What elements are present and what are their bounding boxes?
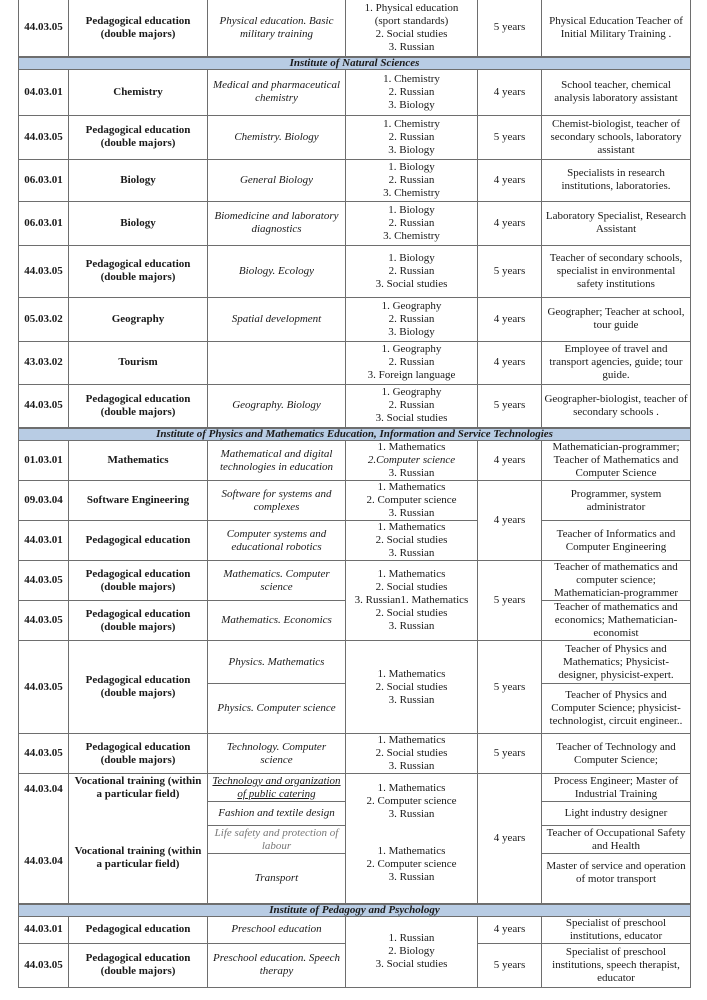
table-row [19, 774, 691, 802]
exam-item: 3. Russian [388, 507, 435, 519]
career-options: Teacher of Occupational Safety and Health [542, 826, 691, 854]
career-options: Teacher of mathematics and computer science; Mathematician-programmer [542, 561, 691, 601]
exam-item: 2. Russian [388, 173, 435, 186]
program-profile: Chemistry. Biology [208, 115, 346, 159]
career-options: Teacher of Technology and Computer Science; [542, 734, 691, 774]
program-name: Pedagogical education [69, 916, 208, 943]
entrance-exams [346, 641, 478, 734]
exam-item: 1. Mathematics [377, 481, 446, 493]
exam-item: 1. Mathematics [377, 734, 446, 746]
exam-item: 1. Geography [381, 299, 442, 312]
institute-title: Institute of Natural Sciences [19, 57, 691, 70]
table-row [19, 341, 691, 384]
entrance-exams [346, 159, 478, 201]
exam-item: 3. Russian [388, 547, 435, 559]
table-row [19, 297, 691, 341]
career-options: Master of service and operation of motor transport [542, 854, 691, 904]
program-profile: Technology and organization of public catering [208, 774, 346, 802]
entrance-exams [346, 69, 478, 115]
exam-item: 2. Social studies [375, 534, 448, 546]
program-profile: Life safety and protection of labour [208, 826, 346, 854]
exam-item: 2. Social studies [375, 27, 448, 40]
exam-item: 2. Social studies [375, 607, 448, 619]
program-code: 44.03.01 [19, 916, 69, 943]
program-code: 01.03.01 [19, 441, 69, 481]
program-code: 44.03.05 [19, 641, 69, 734]
programs-table [18, 0, 691, 988]
entrance-exams [346, 826, 478, 904]
study-duration: 4 years [478, 69, 542, 115]
study-duration: 4 years [478, 159, 542, 201]
program-profile: Software for systems and complexes [208, 481, 346, 521]
exam-item: 1. Mathematics [377, 441, 446, 453]
entrance-exams [346, 734, 478, 774]
program-profile: Geography. Biology [208, 384, 346, 428]
program-code: 44.03.04 [24, 783, 63, 795]
program-code-group [19, 774, 69, 904]
table-row [19, 159, 691, 201]
program-name: Pedagogical education (double majors) [69, 943, 208, 987]
entrance-exams [346, 441, 478, 481]
study-duration: 4 years [478, 916, 542, 943]
program-code: 43.03.02 [19, 341, 69, 384]
study-duration: 4 years [478, 297, 542, 341]
study-duration: 4 years [478, 774, 542, 904]
exam-item: 1. Geography [381, 386, 442, 399]
program-name: Pedagogical education (double majors) [69, 0, 208, 57]
exam-item: 1. Mathematics [377, 782, 446, 794]
program-name: Vocational training (within a particular field) [74, 775, 202, 800]
exam-item: 2. Russian [388, 356, 435, 368]
table-row [19, 201, 691, 245]
exam-item: 3. Social studies [375, 958, 448, 970]
exam-item: 2. Social studies [375, 680, 448, 693]
study-duration: 5 years [478, 384, 542, 428]
program-code: 09.03.04 [19, 481, 69, 521]
program-profile: Technology. Computer science [208, 734, 346, 774]
program-profile: Medical and pharmaceutical chemistry [208, 69, 346, 115]
institute-header [19, 904, 691, 917]
program-profile: Computer systems and educational robotics [208, 521, 346, 561]
exam-item: 3. Russian1. Mathematics [354, 594, 469, 606]
program-profile: Mathematics. Economics [208, 601, 346, 641]
exam-item: 3. Social studies [375, 412, 448, 425]
program-name: Pedagogical education (double majors) [69, 115, 208, 159]
program-profile: Physical education. Basic military training [208, 0, 346, 57]
exam-item: 2. Russian [388, 264, 435, 277]
entrance-exams [346, 774, 478, 826]
program-code: 44.03.05 [19, 561, 69, 601]
exam-item: 1. Biology [388, 160, 435, 173]
career-options: School teacher, chemical analysis laboratory assistant [542, 69, 691, 115]
exam-item: 3. Russian [388, 870, 435, 883]
program-profile: Preschool education [208, 916, 346, 943]
exam-item: 3. Foreign language [367, 369, 456, 381]
exam-item: (sport standards) [374, 14, 449, 27]
exam-item: 1. Chemistry [383, 72, 440, 85]
program-code: 06.03.01 [19, 201, 69, 245]
program-name: Pedagogical education (double majors) [69, 641, 208, 734]
study-duration: 4 years [478, 341, 542, 384]
exam-item: 3. Russian [388, 467, 435, 479]
program-code: 44.03.05 [19, 0, 69, 57]
study-duration: 5 years [478, 0, 542, 57]
exam-item: 2. Biology [388, 945, 435, 957]
entrance-exams [346, 297, 478, 341]
table-row [19, 441, 691, 481]
table-row [19, 561, 691, 601]
table-row [19, 384, 691, 428]
exam-item: 3. Biology [388, 325, 435, 338]
exam-item: 1. Physical education [364, 1, 459, 14]
entrance-exams [346, 521, 478, 561]
study-duration: 5 years [478, 641, 542, 734]
table-row [19, 916, 691, 943]
exam-item: 2. Social studies [375, 747, 448, 759]
program-profile: Physics. Computer science [208, 684, 346, 734]
exam-item: 1. Mathematics [377, 568, 446, 580]
program-name: Pedagogical education (double majors) [69, 734, 208, 774]
exam-item: 1. Geography [381, 343, 442, 355]
entrance-exams [346, 0, 478, 57]
exam-item: 2.Computer science [367, 454, 456, 466]
career-options: Chemist-biologist, teacher of secondary schools, laboratory assistant [542, 115, 691, 159]
exam-item: 2. Russian [388, 399, 435, 412]
program-name: Vocational training (within a particular field) [74, 845, 202, 870]
program-name: Biology [69, 201, 208, 245]
program-name: Tourism [69, 341, 208, 384]
exam-item: 2. Social studies [375, 581, 448, 593]
career-options: Light industry designer [542, 802, 691, 826]
program-code: 44.03.05 [19, 601, 69, 641]
institute-header [19, 57, 691, 70]
study-duration: 4 years [478, 441, 542, 481]
career-options: Teacher of mathematics and economics; Mathematician-economist [542, 601, 691, 641]
career-options: Specialist of preschool institutions, speech therapist, educator [542, 943, 691, 987]
program-name: Pedagogical education (double majors) [69, 601, 208, 641]
program-name: Chemistry [69, 69, 208, 115]
entrance-exams [346, 481, 478, 521]
exam-item: 2. Computer science [366, 857, 457, 870]
table-row [19, 734, 691, 774]
study-duration: 5 years [478, 943, 542, 987]
exam-item: 2. Russian [388, 216, 435, 229]
study-duration: 5 years [478, 561, 542, 641]
career-options: Geographer-biologist, teacher of secondary schools . [542, 384, 691, 428]
exam-item: 1. Mathematics [377, 521, 446, 533]
study-duration: 5 years [478, 115, 542, 159]
table-row [19, 0, 691, 57]
exam-item: 3. Russian [388, 808, 435, 820]
program-code: 44.03.05 [19, 384, 69, 428]
exam-item: 2. Russian [388, 85, 435, 98]
entrance-exams [346, 916, 478, 987]
program-name: Pedagogical education (double majors) [69, 245, 208, 297]
natural-sciences-rows [19, 69, 691, 428]
study-duration: 5 years [478, 245, 542, 297]
entrance-exams [346, 384, 478, 428]
table-row [19, 521, 691, 561]
table-row [19, 245, 691, 297]
program-name: Pedagogical education [69, 521, 208, 561]
exam-item: 3. Russian [388, 693, 435, 706]
program-code: 44.03.05 [19, 734, 69, 774]
entrance-exams [346, 561, 478, 641]
exam-item: 3. Chemistry [383, 186, 440, 199]
exam-item: 1. Russian [388, 932, 435, 944]
study-duration: 4 years [478, 201, 542, 245]
exam-item: 3. Russian [388, 760, 435, 772]
entrance-exams [346, 115, 478, 159]
entrance-exams [346, 201, 478, 245]
career-options: Programmer, system administrator [542, 481, 691, 521]
exam-item: 1. Chemistry [383, 117, 440, 130]
exam-item: 2. Russian [388, 130, 435, 143]
program-name-group [69, 774, 208, 904]
program-name: Pedagogical education (double majors) [69, 384, 208, 428]
career-options: Teacher of secondary schools, specialist in environmental safety institutions [542, 245, 691, 297]
program-profile: Fashion and textile design [208, 802, 346, 826]
career-options: Teacher of Physics and Computer Science; physicist-technologist, circuit engineer.. [542, 684, 691, 734]
entrance-exams [346, 245, 478, 297]
exam-item: 1. Biology [388, 203, 435, 216]
career-options: Teacher of Informatics and Computer Engineering [542, 521, 691, 561]
exam-item: 3. Biology [388, 98, 435, 111]
exam-item: 3. Russian [388, 620, 435, 632]
institute-title: Institute of Pedagogy and Psychology [19, 904, 691, 917]
exam-item: 3. Chemistry [383, 229, 440, 242]
program-profile: Biomedicine and laboratory diagnostics [208, 201, 346, 245]
program-profile: Physics. Mathematics [208, 641, 346, 684]
table-row [19, 641, 691, 684]
career-options: Mathematician-programmer; Teacher of Mathematics and Computer Science [542, 441, 691, 481]
exam-item: 1. Biology [388, 251, 435, 264]
exam-item: 3. Biology [388, 143, 435, 156]
program-name: Software Engineering [69, 481, 208, 521]
program-code: 44.03.05 [19, 115, 69, 159]
program-profile: Biology. Ecology [208, 245, 346, 297]
program-code: 44.03.05 [19, 245, 69, 297]
program-profile: General Biology [208, 159, 346, 201]
table-row [19, 115, 691, 159]
program-profile: Preschool education. Speech therapy [208, 943, 346, 987]
program-profile: Mathematics. Computer science [208, 561, 346, 601]
exam-item: 2. Computer science [366, 494, 457, 506]
program-profile [208, 341, 346, 384]
table-row [19, 69, 691, 115]
career-options: Teacher of Physics and Mathematics; Physicist-designer, physicist-expert. [542, 641, 691, 684]
program-code: 44.03.01 [19, 521, 69, 561]
program-profile: Spatial development [208, 297, 346, 341]
program-profile: Transport [208, 854, 346, 904]
career-options: Employee of travel and transport agencies, guide; tour guide. [542, 341, 691, 384]
program-code: 44.03.04 [24, 855, 63, 867]
program-profile: Mathematical and digital technologies in education [208, 441, 346, 481]
exam-item: 1. Mathematics [377, 844, 446, 857]
program-name: Pedagogical education (double majors) [69, 561, 208, 601]
exam-item: 1. Mathematics [377, 667, 446, 680]
program-code: 05.03.02 [19, 297, 69, 341]
study-duration: 4 years [478, 481, 542, 561]
career-options: Geographer; Teacher at school, tour guide [542, 297, 691, 341]
exam-item: 2. Russian [388, 312, 435, 325]
program-code: 44.03.05 [19, 943, 69, 987]
entrance-exams [346, 341, 478, 384]
institute-title: Institute of Physics and Mathematics Education, Information and Service Technologies [19, 428, 691, 441]
institute-header [19, 428, 691, 441]
exam-item: 3. Russian [388, 40, 435, 53]
program-name: Mathematics [69, 441, 208, 481]
program-code: 04.03.01 [19, 69, 69, 115]
exam-item: 3. Social studies [375, 277, 448, 290]
table-row [19, 481, 691, 521]
program-code: 06.03.01 [19, 159, 69, 201]
career-options: Process Engineer; Master of Industrial Training [542, 774, 691, 802]
study-duration: 5 years [478, 734, 542, 774]
exam-item: 2. Computer science [366, 795, 457, 807]
program-name: Biology [69, 159, 208, 201]
program-name: Geography [69, 297, 208, 341]
career-options: Specialists in research institutions, laboratories. [542, 159, 691, 201]
career-options: Physical Education Teacher of Initial Military Training . [542, 0, 691, 57]
career-options: Specialist of preschool institutions, educator [542, 916, 691, 943]
career-options: Laboratory Specialist, Research Assistant [542, 201, 691, 245]
